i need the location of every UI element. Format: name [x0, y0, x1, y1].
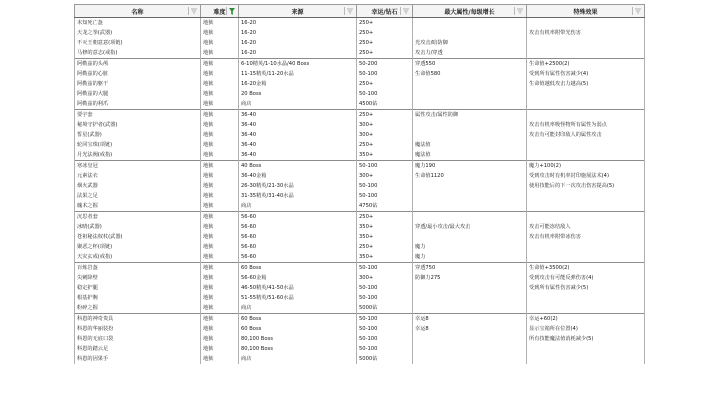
cell-name[interactable]: 百炼岩盔	[75, 263, 201, 274]
cell-source[interactable]: 56-60	[239, 212, 357, 223]
cell-difficulty[interactable]: 地狱	[201, 334, 239, 344]
table-row[interactable]	[75, 18, 645, 29]
table-row[interactable]	[75, 273, 645, 283]
cell-max-attribute[interactable]	[413, 344, 527, 354]
table-row[interactable]	[75, 110, 645, 121]
cell-special-effect[interactable]	[527, 150, 645, 161]
cell-difficulty[interactable]: 地狱	[201, 69, 239, 79]
cell-special-effect[interactable]: 攻击有机率吸怪物所有属性为弱点	[527, 120, 645, 130]
cell-name[interactable]: 聚恶之杯(项链)	[75, 242, 201, 252]
cell-special-effect[interactable]	[527, 344, 645, 354]
cell-source[interactable]: 80,100 Boss	[239, 344, 357, 354]
table-row[interactable]	[75, 334, 645, 344]
table-row[interactable]	[75, 303, 645, 314]
cell-difficulty[interactable]: 地狱	[201, 191, 239, 201]
cell-name[interactable]: 阿勒兹的利爪	[75, 99, 201, 110]
cell-difficulty[interactable]: 地狱	[201, 59, 239, 70]
cell-source[interactable]: 16-20金箱	[239, 79, 357, 89]
cell-source[interactable]: 80,100 Boss	[239, 334, 357, 344]
cell-max-attribute[interactable]	[413, 334, 527, 344]
cell-max-attribute[interactable]	[413, 181, 527, 191]
cell-special-effect[interactable]	[527, 212, 645, 223]
cell-name[interactable]: 苍祖秘法权杖(武器)	[75, 232, 201, 242]
table-row[interactable]	[75, 130, 645, 140]
cell-name[interactable]: 轮回宝珠(项链)	[75, 140, 201, 150]
cell-max-attribute[interactable]: 魔力	[413, 252, 527, 263]
cell-max-attribute[interactable]	[413, 99, 527, 110]
table-row[interactable]	[75, 89, 645, 99]
cell-name[interactable]: 寒冰皇冠	[75, 161, 201, 172]
filter-icon	[517, 8, 523, 14]
cell-max-attribute[interactable]: 魔力	[413, 242, 527, 252]
cell-max-attribute[interactable]	[413, 212, 527, 223]
cell-name[interactable]: 天灾玄戒(戒指)	[75, 252, 201, 263]
table-row[interactable]	[75, 314, 645, 325]
cell-luck[interactable]: 250+	[357, 212, 413, 223]
cell-max-attribute[interactable]: 光攻击/暗防御	[413, 38, 527, 48]
cell-max-attribute[interactable]	[413, 28, 527, 38]
cell-luck[interactable]: 250+	[357, 140, 413, 150]
filter-icon	[635, 8, 641, 14]
cell-difficulty[interactable]: 地狱	[201, 344, 239, 354]
header-label: 特殊效果	[573, 8, 598, 16]
cell-source[interactable]: 20 Boss	[239, 89, 357, 99]
cell-name[interactable]: 元素法衣	[75, 171, 201, 181]
cell-difficulty[interactable]: 地狱	[201, 354, 239, 364]
cell-max-attribute[interactable]: 攻击力/穿透	[413, 48, 527, 59]
cell-name[interactable]: 科恩的神奇贵具	[75, 314, 201, 325]
cell-name[interactable]: 不灭王朝意意(项链)	[75, 38, 201, 48]
cell-luck[interactable]: 5000钻	[357, 303, 413, 314]
cell-luck[interactable]: 50-100	[357, 89, 413, 99]
cell-name[interactable]: 沉思者套	[75, 212, 201, 223]
cell-luck[interactable]: 250+	[357, 110, 413, 121]
cell-name[interactable]: 根基护腕	[75, 293, 201, 303]
cell-luck[interactable]: 350+	[357, 252, 413, 263]
cell-name[interactable]: 科恩的因果手	[75, 354, 201, 364]
cell-difficulty[interactable]: 地狱	[201, 283, 239, 293]
cell-luck[interactable]: 50-100	[357, 69, 413, 79]
cell-name[interactable]: 法果之足	[75, 191, 201, 201]
cell-name[interactable]: 科恩的踏云足	[75, 344, 201, 354]
cell-max-attribute[interactable]	[413, 120, 527, 130]
cell-special-effect[interactable]: 魔力+100(2)	[527, 161, 645, 172]
cell-max-attribute[interactable]	[413, 283, 527, 293]
cell-source[interactable]: 36-40金箱	[239, 171, 357, 181]
table-row[interactable]	[75, 283, 645, 293]
cell-special-effect[interactable]	[527, 89, 645, 99]
filter-icon	[191, 8, 197, 14]
cell-special-effect[interactable]	[527, 293, 645, 303]
filter-button-active[interactable]	[226, 7, 236, 15]
cell-special-effect[interactable]: 所有技能魔法值消耗减少(5)	[527, 334, 645, 344]
cell-max-attribute[interactable]	[413, 201, 527, 212]
cell-special-effect[interactable]	[527, 99, 645, 110]
table-row[interactable]	[75, 38, 645, 48]
table-row[interactable]	[75, 293, 645, 303]
cell-name[interactable]: 科恩的无底口袋	[75, 334, 201, 344]
header-special-effect	[527, 5, 645, 18]
cell-source[interactable]: 商店	[239, 354, 357, 364]
cell-difficulty[interactable]: 地狱	[201, 232, 239, 242]
cell-source[interactable]: 31-35精英/31-40水晶	[239, 191, 357, 201]
table-row[interactable]	[75, 354, 645, 364]
filter-icon	[403, 8, 409, 14]
cell-source[interactable]: 36-40	[239, 130, 357, 140]
cell-special-effect[interactable]: 幸运+60(2)	[527, 314, 645, 325]
cell-luck[interactable]: 300+	[357, 130, 413, 140]
cell-name[interactable]: 阿勒兹的头颅	[75, 59, 201, 70]
cell-source[interactable]: 16-20	[239, 48, 357, 59]
table-row[interactable]	[75, 324, 645, 334]
cell-difficulty[interactable]: 地狱	[201, 293, 239, 303]
header-row	[75, 5, 645, 18]
cell-luck[interactable]: 50-100	[357, 161, 413, 172]
cell-difficulty[interactable]: 地狱	[201, 181, 239, 191]
cell-difficulty[interactable]: 地狱	[201, 110, 239, 121]
cell-luck[interactable]: 50-100	[357, 263, 413, 274]
cell-luck[interactable]: 50-100	[357, 293, 413, 303]
cell-special-effect[interactable]: 攻击有可能封印敌人的属性攻击	[527, 130, 645, 140]
cell-special-effect[interactable]: 攻击有机率附带冰伤害	[527, 232, 645, 242]
cell-luck[interactable]: 300+	[357, 273, 413, 283]
cell-source[interactable]: 36-40	[239, 110, 357, 121]
filter-button[interactable]	[514, 7, 524, 15]
cell-max-attribute[interactable]: 幸运8	[413, 324, 527, 334]
cell-luck[interactable]: 50-100	[357, 283, 413, 293]
cell-difficulty[interactable]: 地狱	[201, 242, 239, 252]
table-row[interactable]	[75, 232, 645, 242]
cell-difficulty[interactable]: 地狱	[201, 171, 239, 181]
cell-difficulty[interactable]: 地狱	[201, 89, 239, 99]
filter-button[interactable]	[188, 7, 198, 15]
cell-name[interactable]: 誓星(武器)	[75, 130, 201, 140]
cell-special-effect[interactable]: 攻击有机率附带光伤害	[527, 28, 645, 38]
cell-source[interactable]: 60 Boss	[239, 263, 357, 274]
cell-luck[interactable]: 50-100	[357, 334, 413, 344]
cell-name[interactable]: 稳定护腿	[75, 283, 201, 293]
cell-special-effect[interactable]: 生命值+3500(2)	[527, 263, 645, 274]
table-row[interactable]	[75, 140, 645, 150]
spreadsheet	[74, 4, 644, 364]
cell-luck[interactable]: 50-100	[357, 324, 413, 334]
cell-name[interactable]: 天龙之拳(武器)	[75, 28, 201, 38]
cell-special-effect[interactable]: 生命值+2500(2)	[527, 59, 645, 70]
cell-difficulty[interactable]: 地狱	[201, 161, 239, 172]
cell-luck[interactable]: 350+	[357, 232, 413, 242]
equipment-table	[74, 4, 645, 364]
cell-luck[interactable]: 50-100	[357, 191, 413, 201]
header-name	[75, 5, 201, 18]
cell-source[interactable]: 6-10精英/1-10水晶/40 Boss	[239, 59, 357, 70]
cell-luck[interactable]: 50-100	[357, 181, 413, 191]
cell-source[interactable]: 商店	[239, 201, 357, 212]
cell-luck[interactable]: 50-100	[357, 344, 413, 354]
cell-luck[interactable]: 250+	[357, 48, 413, 59]
filter-icon	[347, 8, 353, 14]
table-row[interactable]	[75, 263, 645, 274]
cell-special-effect[interactable]	[527, 48, 645, 59]
cell-source[interactable]: 56-60	[239, 222, 357, 232]
cell-source[interactable]: 16-20	[239, 28, 357, 38]
cell-difficulty[interactable]: 地狱	[201, 263, 239, 274]
cell-special-effect[interactable]: 受到所有属性伤害减少(4)	[527, 69, 645, 79]
cell-luck[interactable]: 350+	[357, 150, 413, 161]
cell-name[interactable]: 尖刺降壁	[75, 273, 201, 283]
cell-source[interactable]: 16-20	[239, 18, 357, 29]
cell-special-effect[interactable]: 受到攻击时有机率封印施展法术(4)	[527, 171, 645, 181]
cell-max-attribute[interactable]	[413, 293, 527, 303]
cell-name[interactable]: 月光法阀(戒指)	[75, 150, 201, 161]
cell-special-effect[interactable]: 显示宝箱所在位置(4)	[527, 324, 645, 334]
cell-difficulty[interactable]: 地狱	[201, 212, 239, 223]
cell-special-effect[interactable]: 受到攻击有可能反弹伤害(4)	[527, 273, 645, 283]
cell-special-effect[interactable]	[527, 110, 645, 121]
cell-special-effect[interactable]: 受到所有属性伤害减少(5)	[527, 283, 645, 293]
cell-special-effect[interactable]: 攻击可能冻结敌人	[527, 222, 645, 232]
cell-special-effect[interactable]: 使用技能后的下一次攻击伤害提高(5)	[527, 181, 645, 191]
cell-difficulty[interactable]: 地狱	[201, 99, 239, 110]
cell-special-effect[interactable]	[527, 242, 645, 252]
table-row[interactable]	[75, 191, 645, 201]
cell-name[interactable]: 要宇套	[75, 110, 201, 121]
cell-difficulty[interactable]: 地狱	[201, 252, 239, 263]
table-row[interactable]	[75, 79, 645, 89]
cell-source[interactable]: 51-55精英/51-60水晶	[239, 293, 357, 303]
table-row[interactable]	[75, 69, 645, 79]
cell-difficulty[interactable]: 地狱	[201, 38, 239, 48]
cell-name[interactable]: 阿勒兹的心脏	[75, 69, 201, 79]
funnel-icon	[229, 8, 235, 15]
table-row[interactable]	[75, 28, 645, 38]
cell-source[interactable]: 56-60金箱	[239, 273, 357, 283]
table-row[interactable]	[75, 181, 645, 191]
cell-max-attribute[interactable]: 幸运8	[413, 314, 527, 325]
table-row[interactable]	[75, 242, 645, 252]
cell-source[interactable]: 商店	[239, 303, 357, 314]
cell-source[interactable]: 60 Boss	[239, 314, 357, 325]
cell-name[interactable]: 烟火武器	[75, 181, 201, 191]
cell-max-attribute[interactable]: 生命值580	[413, 69, 527, 79]
header-label: 名称	[131, 8, 144, 16]
header-luck	[357, 5, 413, 18]
cell-source[interactable]: 36-40	[239, 120, 357, 130]
cell-special-effect[interactable]	[527, 140, 645, 150]
header-label: 难度	[213, 8, 226, 16]
cell-source[interactable]: 40 Boss	[239, 161, 357, 172]
cell-max-attribute[interactable]	[413, 79, 527, 89]
cell-luck[interactable]: 5000钻	[357, 354, 413, 364]
table-body	[75, 18, 645, 365]
cell-difficulty[interactable]: 地狱	[201, 140, 239, 150]
cell-max-attribute[interactable]: 魔法值	[413, 140, 527, 150]
header-label: 幸运/钻石	[371, 8, 398, 16]
cell-source[interactable]: 16-20	[239, 38, 357, 48]
header-label: 最大属性/每级增长	[444, 8, 495, 16]
cell-luck[interactable]: 50-100	[357, 314, 413, 325]
cell-difficulty[interactable]: 地狱	[201, 303, 239, 314]
cell-difficulty[interactable]: 地狱	[201, 120, 239, 130]
cell-special-effect[interactable]: 生命值越低攻击力越高(5)	[527, 79, 645, 89]
cell-luck[interactable]: 250+	[357, 28, 413, 38]
cell-max-attribute[interactable]	[413, 89, 527, 99]
cell-max-attribute[interactable]: 穿透/最小攻击/最大攻击	[413, 222, 527, 232]
cell-source[interactable]: 46-50精英/41-50水晶	[239, 283, 357, 293]
table-row[interactable]	[75, 59, 645, 70]
cell-difficulty[interactable]: 地狱	[201, 18, 239, 29]
table-row[interactable]	[75, 201, 645, 212]
cell-name[interactable]: 阿勒兹的大腿	[75, 89, 201, 99]
header-source	[239, 5, 357, 18]
cell-difficulty[interactable]: 地狱	[201, 222, 239, 232]
cell-name[interactable]: 秘境守护者(武器)	[75, 120, 201, 130]
table-row[interactable]	[75, 344, 645, 354]
filter-button[interactable]	[632, 7, 642, 15]
cell-luck[interactable]: 4750钻	[357, 201, 413, 212]
cell-source[interactable]: 56-60	[239, 232, 357, 242]
cell-special-effect[interactable]	[527, 354, 645, 364]
cell-special-effect[interactable]	[527, 252, 645, 263]
cell-max-attribute[interactable]	[413, 130, 527, 140]
cell-max-attribute[interactable]: 属性攻击/属性防御	[413, 110, 527, 121]
cell-source[interactable]: 56-60	[239, 252, 357, 263]
cell-max-attribute[interactable]: 穿透750	[413, 263, 527, 274]
cell-max-attribute[interactable]	[413, 18, 527, 29]
cell-difficulty[interactable]: 地狱	[201, 130, 239, 140]
cell-max-attribute[interactable]	[413, 191, 527, 201]
cell-name[interactable]: 马修的意志(戒指)	[75, 48, 201, 59]
cell-name[interactable]: 科恩的华丽装扮	[75, 324, 201, 334]
cell-difficulty[interactable]: 地狱	[201, 79, 239, 89]
cell-difficulty[interactable]: 地狱	[201, 201, 239, 212]
cell-difficulty[interactable]: 地狱	[201, 273, 239, 283]
cell-source[interactable]: 26-30精英/21-30水晶	[239, 181, 357, 191]
cell-luck[interactable]: 250+	[357, 38, 413, 48]
cell-luck[interactable]: 4500钻	[357, 99, 413, 110]
cell-special-effect[interactable]	[527, 303, 645, 314]
cell-max-attribute[interactable]: 魔力190	[413, 161, 527, 172]
cell-luck[interactable]: 350+	[357, 222, 413, 232]
cell-difficulty[interactable]: 地狱	[201, 324, 239, 334]
cell-difficulty[interactable]: 地狱	[201, 48, 239, 59]
table-row[interactable]	[75, 212, 645, 223]
cell-name[interactable]: 魄术之握	[75, 201, 201, 212]
table-row[interactable]	[75, 99, 645, 110]
cell-max-attribute[interactable]: 生命值1120	[413, 171, 527, 181]
cell-special-effect[interactable]	[527, 191, 645, 201]
cell-source[interactable]: 60 Boss	[239, 324, 357, 334]
cell-source[interactable]: 56-60	[239, 242, 357, 252]
header-max-attribute	[413, 5, 527, 18]
cell-special-effect[interactable]	[527, 38, 645, 48]
cell-luck[interactable]: 250+	[357, 18, 413, 29]
cell-luck[interactable]: 50-200	[357, 59, 413, 70]
cell-name[interactable]: 末知死亡盔	[75, 18, 201, 29]
filter-button[interactable]	[344, 7, 354, 15]
cell-luck[interactable]: 250+	[357, 79, 413, 89]
cell-luck[interactable]: 300+	[357, 171, 413, 181]
table-row[interactable]	[75, 222, 645, 232]
table-row[interactable]	[75, 171, 645, 181]
table-row[interactable]	[75, 120, 645, 130]
cell-max-attribute[interactable]: 穿透550	[413, 59, 527, 70]
cell-source[interactable]: 商店	[239, 99, 357, 110]
cell-name[interactable]: 粉碎之握	[75, 303, 201, 314]
cell-max-attribute[interactable]	[413, 303, 527, 314]
cell-special-effect[interactable]	[527, 201, 645, 212]
cell-max-attribute[interactable]: 防御力275	[413, 273, 527, 283]
cell-difficulty[interactable]: 地狱	[201, 314, 239, 325]
cell-source[interactable]: 36-40	[239, 150, 357, 161]
table-row[interactable]	[75, 252, 645, 263]
header-difficulty	[201, 5, 239, 18]
cell-name[interactable]: 冰晴(武器)	[75, 222, 201, 232]
header-label: 来源	[291, 8, 304, 16]
cell-luck[interactable]: 250+	[357, 242, 413, 252]
cell-max-attribute[interactable]: 魔法值	[413, 150, 527, 161]
cell-name[interactable]: 阿勒兹的躯干	[75, 79, 201, 89]
cell-difficulty[interactable]: 地狱	[201, 150, 239, 161]
table-row[interactable]	[75, 161, 645, 172]
table-row[interactable]	[75, 150, 645, 161]
cell-max-attribute[interactable]	[413, 232, 527, 242]
filter-button[interactable]	[400, 7, 410, 15]
cell-max-attribute[interactable]	[413, 354, 527, 364]
cell-special-effect[interactable]	[527, 18, 645, 29]
table-row[interactable]	[75, 48, 645, 59]
cell-source[interactable]: 11-15精英/11-20水晶	[239, 69, 357, 79]
cell-luck[interactable]: 300+	[357, 120, 413, 130]
cell-source[interactable]: 36-40	[239, 140, 357, 150]
cell-difficulty[interactable]: 地狱	[201, 28, 239, 38]
